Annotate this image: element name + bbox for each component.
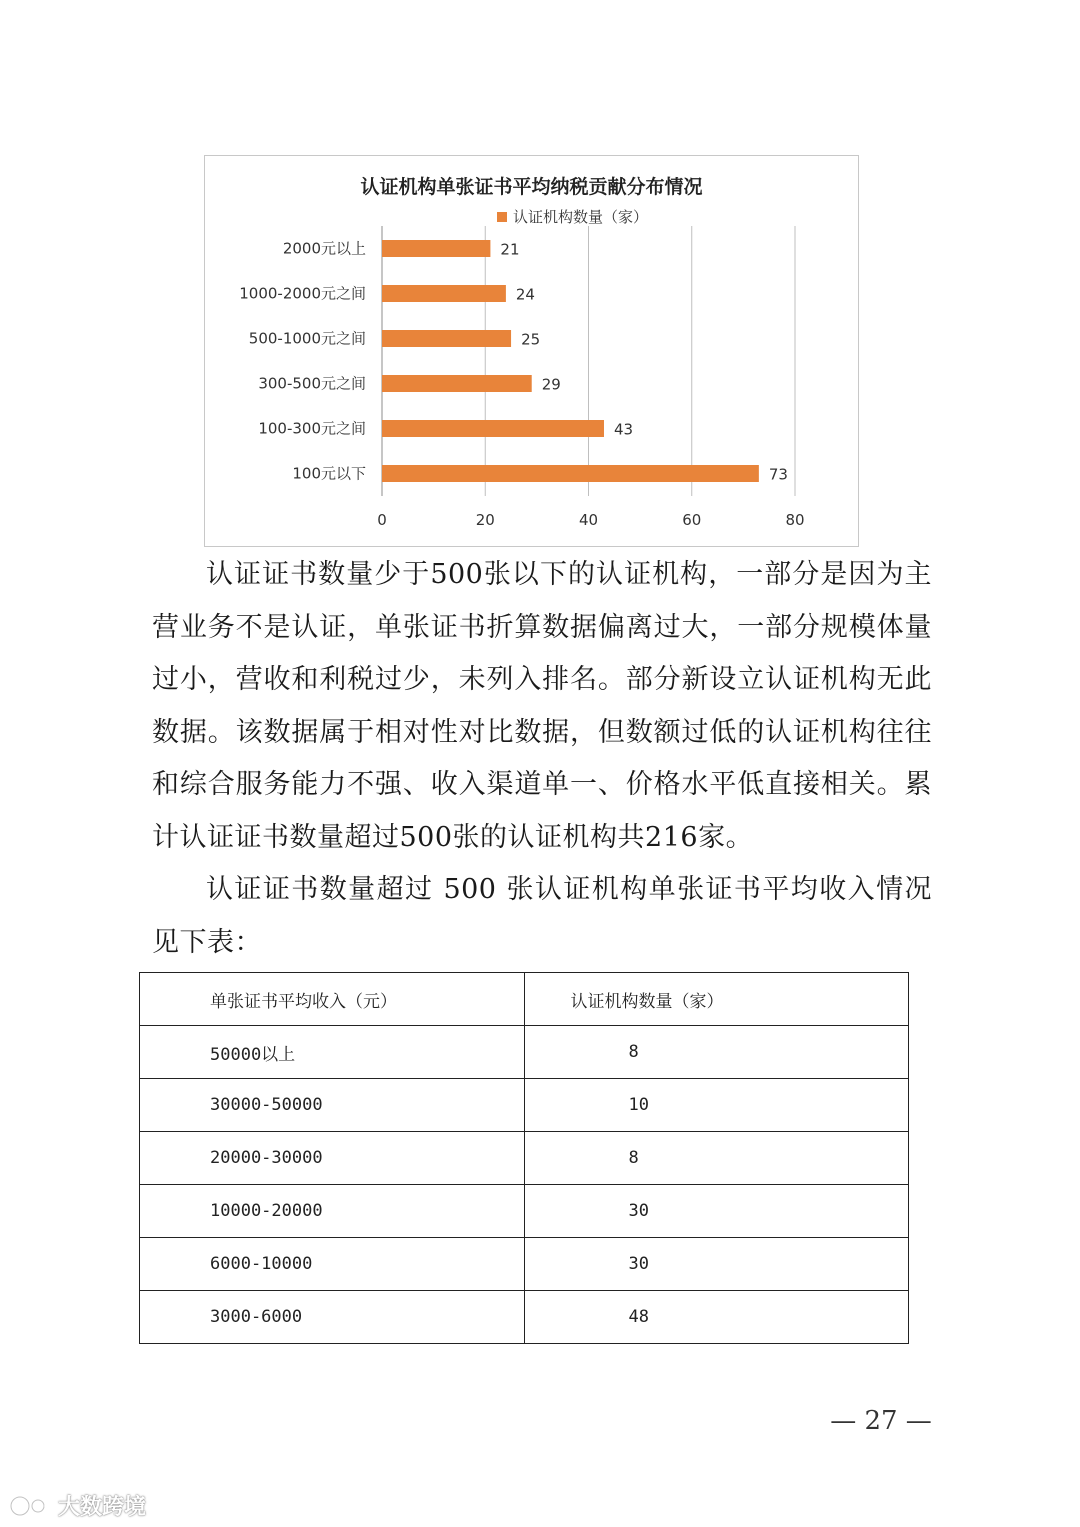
- data-label: 73: [768, 465, 788, 484]
- income-table: [139, 972, 909, 1344]
- table-cell-count: 48: [524, 1291, 909, 1344]
- data-label: 29: [541, 375, 561, 394]
- category-label: 2000元以上: [282, 239, 366, 258]
- x-tick-label: 80: [785, 511, 805, 529]
- bar: [382, 375, 532, 392]
- bar: [382, 240, 490, 257]
- category-label: 100-300元之间: [258, 419, 366, 438]
- chart-title: 认证机构单张证书平均纳税贡献分布情况: [360, 176, 703, 198]
- table-row: [140, 1079, 909, 1132]
- table-row: [140, 1026, 909, 1079]
- bar-chart: [205, 156, 860, 548]
- table-header-row: [140, 973, 909, 1026]
- category-label: 300-500元之间: [258, 374, 366, 393]
- watermark: [8, 1490, 146, 1521]
- paragraph-1: 认证证书数量少于500张以下的认证机构，一部分是因为主营业务不是认证，单张证书折算数据偏离过大，一部分规模体量过小，营收和利税过少，未列入排名。部分新设立认证机构无此数据。该数据属于相对性对比数据，但数额过低的认证机构往往和综合服务能力不强、收入渠道单一、价格水平低直接相关。累计认证证书数量超过500张的认证机构共216家。: [152, 559, 932, 853]
- table-header-count: 认证机构数量（家）: [524, 973, 909, 1026]
- table-header-income: 单张证书平均收入（元）: [140, 973, 525, 1026]
- table-cell-income: 3000-6000: [140, 1291, 525, 1344]
- data-label: 25: [521, 330, 541, 349]
- data-label: 21: [500, 240, 520, 259]
- x-tick-label: 60: [682, 511, 702, 529]
- category-label: 1000-2000元之间: [239, 284, 366, 303]
- x-tick-label: 20: [475, 511, 495, 529]
- table-cell-income: 6000-10000: [140, 1238, 525, 1291]
- watermark-text: 大数跨境: [58, 1495, 147, 1520]
- x-tick-label: 0: [377, 511, 387, 529]
- table-cell-income: 10000-20000: [140, 1185, 525, 1238]
- table-cell-income: 30000-50000: [140, 1079, 525, 1132]
- table-row: [140, 1238, 909, 1291]
- table-cell-income: 20000-30000: [140, 1132, 525, 1185]
- data-label: 43: [613, 420, 634, 439]
- data-label: 24: [515, 285, 535, 304]
- table-cell-count: 8: [524, 1026, 909, 1079]
- table-cell-count: 8: [524, 1132, 909, 1185]
- table-cell-count: 30: [524, 1238, 909, 1291]
- bar: [382, 330, 511, 347]
- table-cell-count: 10: [524, 1079, 909, 1132]
- x-tick-label: 40: [578, 511, 599, 529]
- chart-container: [204, 155, 859, 547]
- table-row: [140, 1132, 909, 1185]
- category-label: 500-1000元之间: [248, 329, 366, 348]
- bar: [382, 465, 759, 482]
- table-row: [140, 1291, 909, 1344]
- legend-label: 认证机构数量（家）: [513, 208, 649, 226]
- table-row: [140, 1185, 909, 1238]
- paragraph-2: 认证证书数量超过 500 张认证机构单张证书平均收入情况见下表：: [152, 874, 932, 958]
- category-label: 100元以下: [292, 464, 366, 483]
- table-cell-income: 50000以上: [140, 1026, 525, 1079]
- table-cell-count: 30: [524, 1185, 909, 1238]
- bar: [382, 420, 604, 437]
- bar: [382, 285, 506, 302]
- watermark-logo-icon: [8, 1493, 54, 1519]
- page-number: — 27 —: [830, 1406, 932, 1436]
